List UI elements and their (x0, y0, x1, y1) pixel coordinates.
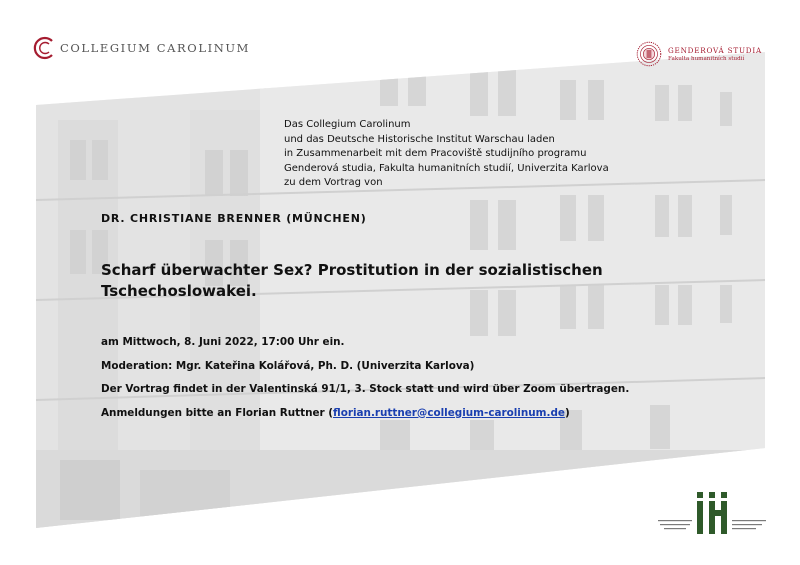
event-registration (101, 402, 629, 426)
event-venue: Der Vortrag findet in der Valentinská 91/1, 3. Stock statt und wird über Zoom übertragen. (101, 383, 630, 395)
intro-line: und das Deutsche Historische Institut Warschau laden (284, 133, 555, 145)
genderova-studia-logo (636, 36, 762, 72)
registration-email-link[interactable]: florian.ruttner@collegium-carolinum.de (333, 406, 565, 419)
event-moderation: Moderation: Mgr. Kateřina Kolářová, Ph. D. (Univerzita Karlova) (101, 359, 475, 372)
genderova-studia-title: GENDEROVÁ STUDIA (667, 46, 762, 55)
intro-line: zu dem Vortrag von (284, 177, 383, 189)
speaker-name: DR. CHRISTIANE BRENNER (MÜNCHEN) (101, 212, 367, 225)
collegium-carolinum-logo (32, 34, 250, 62)
event-date: am Mittwoch, 8. Juni 2022, 17:00 Uhr ein. (101, 336, 345, 348)
registration-prefix: Anmeldungen bitte an Florian Ruttner ( (101, 406, 334, 419)
collegium-carolinum-logo-text: COLLEGIUM CAROLINUM (60, 41, 251, 55)
intro-paragraph (284, 118, 609, 191)
charles-university-seal-icon (636, 38, 662, 70)
intro-line: in Zusammenarbeit mit dem Pracoviště studijního programu (284, 148, 587, 160)
faculty-name: Fakulta humanitních studií (667, 56, 745, 62)
collegium-carolinum-ring-logo-icon (32, 35, 58, 61)
intro-line: Genderová studia, Fakulta humanitních studií, Univerzita Karlova (284, 162, 609, 174)
talk-title (101, 260, 621, 302)
dhi-warschau-logo-icon (654, 490, 772, 538)
talk-title-line: Tschechoslowakei. (101, 282, 257, 300)
registration-suffix: ) (564, 406, 570, 419)
talk-title-line: Scharf überwachter Sex? Prostitution in der sozialistischen (101, 261, 603, 279)
event-details (101, 331, 629, 425)
intro-line: Das Collegium Carolinum (284, 119, 411, 130)
